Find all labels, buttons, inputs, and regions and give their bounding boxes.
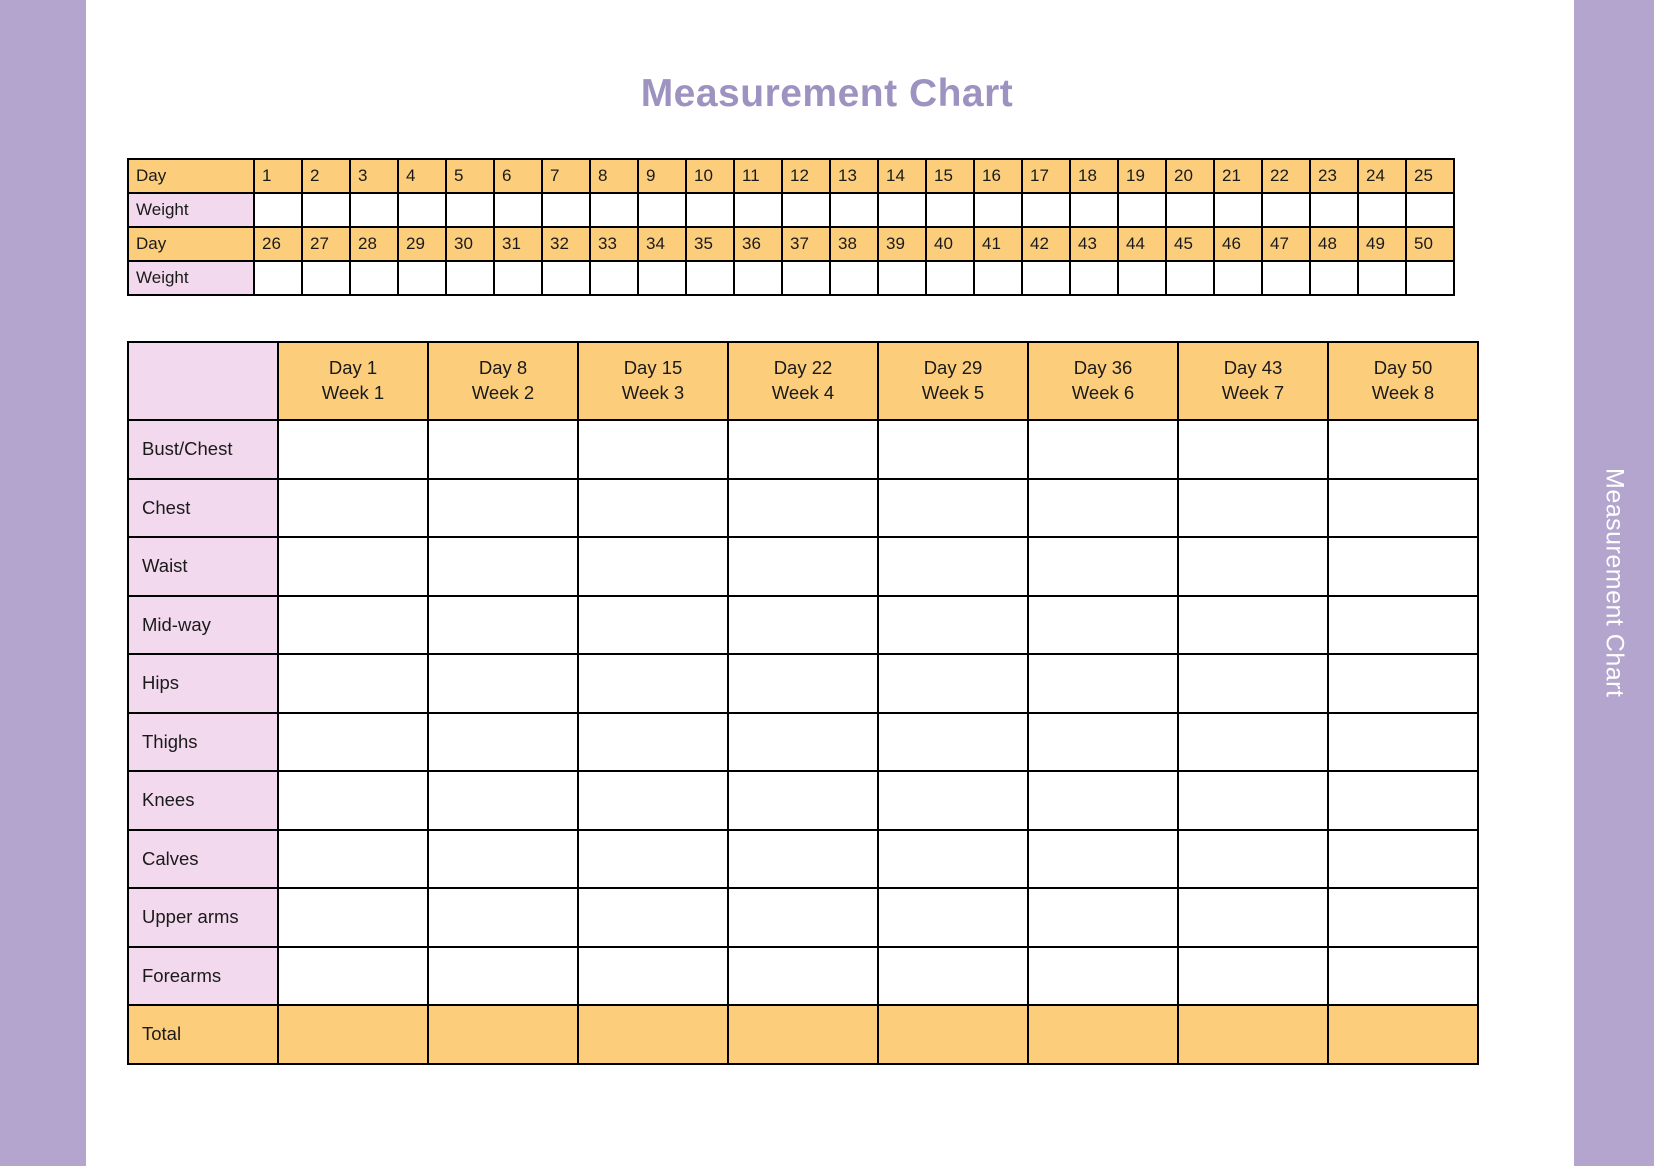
weight-input-cell[interactable] (1262, 193, 1310, 227)
weight-input-cell[interactable] (590, 193, 638, 227)
day-number-cell: 46 (1214, 227, 1262, 261)
measurement-input-cell[interactable] (278, 713, 428, 772)
measurement-input-cell[interactable] (1028, 830, 1178, 889)
day-number-cell: 42 (1022, 227, 1070, 261)
measurement-input-cell[interactable] (428, 537, 578, 596)
weight-input-cell[interactable] (446, 193, 494, 227)
day-number-cell: 15 (926, 159, 974, 193)
day-row-label: Day (128, 159, 254, 193)
weight-input-cell[interactable] (254, 193, 302, 227)
measurement-input-cell[interactable] (578, 713, 728, 772)
measurement-column-header (728, 342, 878, 420)
column-header-week: Week 8 (1371, 382, 1435, 403)
day-number-cell: 17 (1022, 159, 1070, 193)
page-title: Measurement Chart (640, 72, 1014, 115)
weight-input-cell[interactable] (686, 261, 734, 295)
measurement-row-label: Hips (128, 654, 278, 713)
day-number-cell: 10 (686, 159, 734, 193)
weight-input-cell[interactable] (1406, 193, 1454, 227)
day-number-cell: 28 (350, 227, 398, 261)
measurement-input-cell[interactable] (878, 713, 1028, 772)
vertical-side-title (1574, 0, 1654, 1166)
weight-input-cell[interactable] (638, 193, 686, 227)
day-number-cell: 22 (1262, 159, 1310, 193)
day-number-cell: 34 (638, 227, 686, 261)
day-number-cell: 27 (302, 227, 350, 261)
weight-input-cell[interactable] (1214, 193, 1262, 227)
weight-input-cell[interactable] (1214, 261, 1262, 295)
weight-input-cell[interactable] (590, 261, 638, 295)
weight-input-cell[interactable] (446, 261, 494, 295)
measurement-column-header (428, 342, 578, 420)
day-number-cell: 20 (1166, 159, 1214, 193)
measurement-input-cell[interactable] (278, 479, 428, 538)
measurement-input-cell[interactable] (728, 420, 878, 479)
measurement-input-cell[interactable] (1328, 596, 1478, 655)
day-number-cell: 4 (398, 159, 446, 193)
measurement-input-cell[interactable] (278, 830, 428, 889)
measurement-input-cell[interactable] (428, 771, 578, 830)
total-row (128, 1005, 1478, 1064)
weight-input-cell[interactable] (1310, 193, 1358, 227)
measurement-input-cell[interactable] (428, 479, 578, 538)
day-number-cell: 8 (590, 159, 638, 193)
measurement-input-cell[interactable] (878, 830, 1028, 889)
table-row (128, 596, 1478, 655)
day-number-cell: 35 (686, 227, 734, 261)
measurement-input-cell[interactable] (1328, 420, 1478, 479)
day-weight-table (127, 158, 1455, 296)
measurement-input-cell[interactable] (578, 771, 728, 830)
day-number-cell: 26 (254, 227, 302, 261)
measurement-input-cell[interactable] (878, 479, 1028, 538)
table-row (128, 947, 1478, 1006)
weight-input-cell[interactable] (494, 193, 542, 227)
day-number-cell: 37 (782, 227, 830, 261)
measurement-input-cell[interactable] (1028, 713, 1178, 772)
table-row (128, 537, 1478, 596)
weight-input-cell[interactable] (1406, 261, 1454, 295)
day-number-cell: 32 (542, 227, 590, 261)
measurement-column-header (1328, 342, 1478, 420)
column-header-day: Day 8 (478, 357, 528, 379)
total-row-label: Total (128, 1005, 278, 1064)
measurement-input-cell[interactable] (578, 420, 728, 479)
day-number-cell: 3 (350, 159, 398, 193)
weight-input-cell[interactable] (1358, 193, 1406, 227)
column-header-week: Week 1 (321, 382, 385, 403)
measurement-input-cell[interactable] (1178, 596, 1328, 655)
weight-input-cell[interactable] (830, 261, 878, 295)
weight-input-cell[interactable] (638, 261, 686, 295)
day-header-row (128, 159, 1454, 193)
vertical-side-title-text: Measurement Chart (1600, 468, 1629, 698)
measurement-row-label: Bust/Chest (128, 420, 278, 479)
measurement-input-cell[interactable] (1178, 713, 1328, 772)
measurement-column-header (878, 342, 1028, 420)
measurement-input-cell[interactable] (878, 596, 1028, 655)
measurement-input-cell[interactable] (428, 830, 578, 889)
measurement-column-header (278, 342, 428, 420)
measurement-input-cell[interactable] (578, 654, 728, 713)
measurement-input-cell[interactable] (278, 654, 428, 713)
measurement-input-cell[interactable] (1328, 771, 1478, 830)
day-number-cell: 21 (1214, 159, 1262, 193)
measurement-input-cell[interactable] (1028, 888, 1178, 947)
column-header-week: Week 5 (921, 382, 985, 403)
day-number-cell: 23 (1310, 159, 1358, 193)
weight-input-cell[interactable] (398, 193, 446, 227)
day-number-cell: 24 (1358, 159, 1406, 193)
weight-input-cell[interactable] (830, 193, 878, 227)
measurement-input-cell[interactable] (278, 537, 428, 596)
measurement-input-cell[interactable] (728, 537, 878, 596)
measurement-input-cell[interactable] (1028, 537, 1178, 596)
table-row (128, 713, 1478, 772)
measurement-row-label: Chest (128, 479, 278, 538)
day-number-cell: 11 (734, 159, 782, 193)
weight-entry-row (128, 261, 1454, 295)
column-header-day: Day 1 (328, 357, 378, 379)
column-header-day: Day 36 (1073, 357, 1133, 379)
measurement-input-cell[interactable] (1328, 888, 1478, 947)
total-input-cell[interactable] (878, 1005, 1028, 1064)
measurement-row-label: Calves (128, 830, 278, 889)
weight-input-cell[interactable] (254, 261, 302, 295)
day-number-cell: 33 (590, 227, 638, 261)
column-header-day: Day 29 (923, 357, 983, 379)
day-number-cell: 5 (446, 159, 494, 193)
weight-input-cell[interactable] (398, 261, 446, 295)
total-input-cell[interactable] (578, 1005, 728, 1064)
measurement-input-cell[interactable] (1328, 947, 1478, 1006)
measurement-input-cell[interactable] (1178, 771, 1328, 830)
total-input-cell[interactable] (728, 1005, 878, 1064)
weight-input-cell[interactable] (734, 193, 782, 227)
measurement-input-cell[interactable] (728, 771, 878, 830)
weight-input-cell[interactable] (1022, 193, 1070, 227)
day-number-cell: 39 (878, 227, 926, 261)
day-number-cell: 2 (302, 159, 350, 193)
day-number-cell: 25 (1406, 159, 1454, 193)
weight-entry-row (128, 193, 1454, 227)
column-header-week: Week 3 (621, 382, 685, 403)
measurement-column-header (1028, 342, 1178, 420)
measurement-input-cell[interactable] (1328, 537, 1478, 596)
weight-input-cell[interactable] (1166, 193, 1214, 227)
day-number-cell: 30 (446, 227, 494, 261)
measurement-input-cell[interactable] (578, 596, 728, 655)
weight-input-cell[interactable] (1310, 261, 1358, 295)
column-header-week: Week 7 (1221, 382, 1285, 403)
day-row-label: Day (128, 227, 254, 261)
weight-input-cell[interactable] (350, 261, 398, 295)
measurement-row-label: Forearms (128, 947, 278, 1006)
measurement-input-cell[interactable] (728, 888, 878, 947)
measurement-row-label: Waist (128, 537, 278, 596)
day-number-cell: 31 (494, 227, 542, 261)
day-number-cell: 1 (254, 159, 302, 193)
measurement-column-header (1178, 342, 1328, 420)
day-number-cell: 47 (1262, 227, 1310, 261)
measurement-input-cell[interactable] (578, 537, 728, 596)
column-header-week: Week 4 (771, 382, 835, 403)
measurement-input-cell[interactable] (428, 888, 578, 947)
measurement-input-cell[interactable] (1178, 537, 1328, 596)
total-input-cell[interactable] (1328, 1005, 1478, 1064)
measurement-input-cell[interactable] (278, 596, 428, 655)
measurement-input-cell[interactable] (728, 479, 878, 538)
measurement-input-cell[interactable] (1178, 420, 1328, 479)
day-number-cell: 38 (830, 227, 878, 261)
measurement-input-cell[interactable] (428, 713, 578, 772)
day-number-cell: 13 (830, 159, 878, 193)
measurement-input-cell[interactable] (1328, 654, 1478, 713)
measurement-input-cell[interactable] (728, 596, 878, 655)
weight-input-cell[interactable] (974, 193, 1022, 227)
weight-input-cell[interactable] (734, 261, 782, 295)
day-number-cell: 36 (734, 227, 782, 261)
weight-input-cell[interactable] (1118, 261, 1166, 295)
measurement-input-cell[interactable] (1028, 654, 1178, 713)
measurement-input-cell[interactable] (1178, 830, 1328, 889)
day-number-cell: 29 (398, 227, 446, 261)
day-number-cell: 40 (926, 227, 974, 261)
day-number-cell: 12 (782, 159, 830, 193)
measurement-table-corner (128, 342, 278, 420)
day-number-cell: 6 (494, 159, 542, 193)
measurement-input-cell[interactable] (428, 654, 578, 713)
measurement-input-cell[interactable] (1328, 479, 1478, 538)
table-row (128, 654, 1478, 713)
measurement-input-cell[interactable] (728, 947, 878, 1006)
column-header-day: Day 15 (623, 357, 683, 379)
weight-input-cell[interactable] (302, 261, 350, 295)
day-number-cell: 41 (974, 227, 1022, 261)
weight-input-cell[interactable] (542, 193, 590, 227)
left-purple-band (0, 0, 86, 1166)
measurement-input-cell[interactable] (428, 420, 578, 479)
table-row (128, 888, 1478, 947)
day-number-cell: 9 (638, 159, 686, 193)
weight-input-cell[interactable] (878, 193, 926, 227)
weight-input-cell[interactable] (782, 261, 830, 295)
measurement-input-cell[interactable] (1328, 713, 1478, 772)
weight-input-cell[interactable] (1070, 193, 1118, 227)
day-number-cell: 18 (1070, 159, 1118, 193)
table-row (128, 479, 1478, 538)
measurement-input-cell[interactable] (878, 947, 1028, 1006)
measurement-input-cell[interactable] (278, 771, 428, 830)
weight-input-cell[interactable] (542, 261, 590, 295)
weight-input-cell[interactable] (302, 193, 350, 227)
day-number-cell: 44 (1118, 227, 1166, 261)
measurement-input-cell[interactable] (1028, 771, 1178, 830)
measurement-input-cell[interactable] (578, 888, 728, 947)
table-row (128, 830, 1478, 889)
total-input-cell[interactable] (278, 1005, 428, 1064)
weight-input-cell[interactable] (878, 261, 926, 295)
weight-input-cell[interactable] (350, 193, 398, 227)
measurement-column-header (578, 342, 728, 420)
day-number-cell: 19 (1118, 159, 1166, 193)
weight-input-cell[interactable] (494, 261, 542, 295)
weight-row-label: Weight (128, 193, 254, 227)
weight-input-cell[interactable] (1262, 261, 1310, 295)
weight-input-cell[interactable] (1166, 261, 1214, 295)
column-header-week: Week 2 (471, 382, 535, 403)
measurement-input-cell[interactable] (278, 888, 428, 947)
measurement-input-cell[interactable] (728, 713, 878, 772)
measurement-input-cell[interactable] (878, 420, 1028, 479)
weight-input-cell[interactable] (974, 261, 1022, 295)
measurement-input-cell[interactable] (878, 888, 1028, 947)
weight-input-cell[interactable] (926, 193, 974, 227)
total-input-cell[interactable] (1178, 1005, 1328, 1064)
table-row (128, 771, 1478, 830)
day-number-cell: 49 (1358, 227, 1406, 261)
measurement-header-row (128, 342, 1478, 420)
measurement-row-label: Knees (128, 771, 278, 830)
weight-input-cell[interactable] (686, 193, 734, 227)
weight-input-cell[interactable] (1358, 261, 1406, 295)
measurement-input-cell[interactable] (878, 537, 1028, 596)
measurement-row-label: Thighs (128, 713, 278, 772)
measurement-input-cell[interactable] (1028, 479, 1178, 538)
total-input-cell[interactable] (1028, 1005, 1178, 1064)
measurement-input-cell[interactable] (1178, 479, 1328, 538)
column-header-week: Week 6 (1071, 382, 1135, 403)
table-row (128, 420, 1478, 479)
measurement-input-cell[interactable] (428, 596, 578, 655)
day-number-cell: 50 (1406, 227, 1454, 261)
measurement-input-cell[interactable] (728, 654, 878, 713)
day-number-cell: 43 (1070, 227, 1118, 261)
measurement-input-cell[interactable] (1328, 830, 1478, 889)
weight-input-cell[interactable] (1070, 261, 1118, 295)
measurement-input-cell[interactable] (1028, 947, 1178, 1006)
column-header-day: Day 22 (773, 357, 833, 379)
measurement-input-cell[interactable] (1028, 420, 1178, 479)
measurement-input-cell[interactable] (578, 830, 728, 889)
day-number-cell: 14 (878, 159, 926, 193)
day-number-cell: 45 (1166, 227, 1214, 261)
day-number-cell: 7 (542, 159, 590, 193)
measurement-table (127, 341, 1479, 1065)
day-header-row (128, 227, 1454, 261)
measurement-input-cell[interactable] (578, 947, 728, 1006)
day-number-cell: 16 (974, 159, 1022, 193)
measurement-input-cell[interactable] (728, 830, 878, 889)
measurement-input-cell[interactable] (1028, 596, 1178, 655)
column-header-day: Day 50 (1373, 357, 1433, 379)
measurement-input-cell[interactable] (278, 420, 428, 479)
day-number-cell: 48 (1310, 227, 1358, 261)
weight-input-cell[interactable] (782, 193, 830, 227)
total-input-cell[interactable] (428, 1005, 578, 1064)
measurement-input-cell[interactable] (278, 947, 428, 1006)
column-header-day: Day 43 (1223, 357, 1283, 379)
measurement-row-label: Mid-way (128, 596, 278, 655)
measurement-input-cell[interactable] (578, 479, 728, 538)
weight-input-cell[interactable] (1118, 193, 1166, 227)
measurement-input-cell[interactable] (878, 771, 1028, 830)
measurement-row-label: Upper arms (128, 888, 278, 947)
measurement-input-cell[interactable] (1178, 888, 1328, 947)
measurement-input-cell[interactable] (1178, 947, 1328, 1006)
weight-input-cell[interactable] (1022, 261, 1070, 295)
weight-input-cell[interactable] (926, 261, 974, 295)
measurement-input-cell[interactable] (1178, 654, 1328, 713)
weight-row-label: Weight (128, 261, 254, 295)
measurement-input-cell[interactable] (878, 654, 1028, 713)
measurement-input-cell[interactable] (428, 947, 578, 1006)
